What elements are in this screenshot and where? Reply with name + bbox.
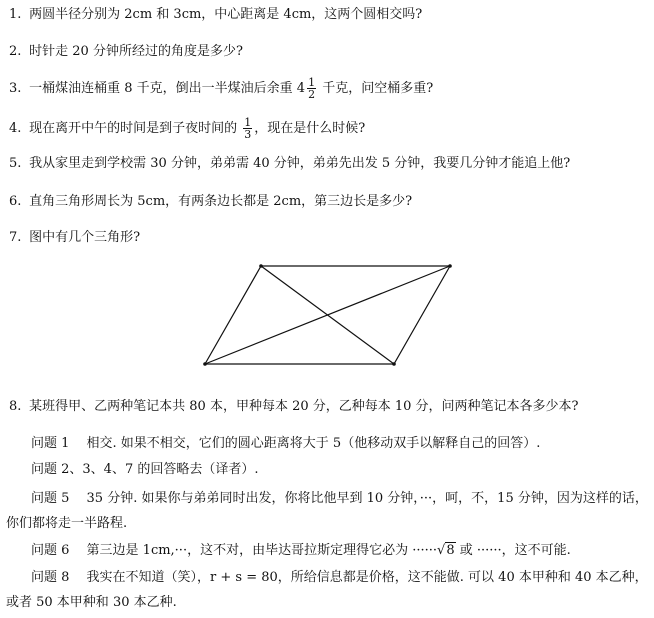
question-number: 6. <box>9 194 22 209</box>
answer-6 <box>31 542 571 560</box>
answer-5-line-1: 问题 5 35 分钟. 如果你与弟弟同时出发，你将比他早到 10 分钟，···，呵，不，15 分钟，因为这样的话， <box>31 491 648 506</box>
question-text-pre: 一桶煤油连桶重 8 千克，倒出一半煤油后余重 4 <box>29 81 306 96</box>
vertex-dot <box>259 264 263 268</box>
answer-6-pre: 问题 6 第三边是 1cm,···，这不对，由毕达哥拉斯定理得它必为 ······ <box>31 543 438 558</box>
question-number: 8. <box>9 399 22 414</box>
answer-8-line-2: 或者 50 本甲种和 30 本乙种. <box>6 595 177 610</box>
answer-6-post: 或 ······，这不可能. <box>455 543 571 558</box>
question-text: 图中有几个三角形? <box>29 230 141 245</box>
sqrt-radicand: 8 <box>446 543 455 558</box>
answer-5-line-2: 你们都将走一半路程. <box>6 516 128 531</box>
fraction-numerator: 1 <box>244 116 252 129</box>
question-number: 2. <box>9 44 22 59</box>
question-number: 5. <box>9 156 22 171</box>
question-text: 两圆半径分别为 2cm 和 3cm，中心距离是 4cm，这两个圆相交吗? <box>29 7 423 22</box>
sqrt-expression: √8 <box>437 543 455 558</box>
vertex-dot <box>448 264 452 268</box>
answer-1: 问题 1 相交. 如果不相交，它们的圆心距离将大于 5（他移动双手以解释自己的回答）. <box>31 436 541 451</box>
answer-2: 问题 2、3、4、7 的回答略去（译者）. <box>31 462 259 477</box>
question-number: 1. <box>9 7 22 22</box>
question-text-pre: 现在离开中午的时间是到子夜时间的 <box>29 121 242 136</box>
answer-8-line-1: 问题 8 我实在不知道（笑），r + s = 80，所给信息都是价格，这不能做. 可以 40 本甲种和 40 本乙种， <box>31 570 648 585</box>
question-text-post: ，现在是什么时候? <box>254 121 366 136</box>
fraction-denominator: 2 <box>308 88 316 101</box>
vertex-dot <box>392 362 396 366</box>
fraction-denominator: 3 <box>244 128 252 141</box>
question-text: 直角三角形周长为 5cm，有两条边长都是 2cm，第三边长是多少? <box>29 194 413 209</box>
fraction-numerator: 1 <box>308 76 316 89</box>
question-text: 我从家里走到学校需 30 分钟，弟弟需 40 分钟，弟弟先出发 5 分钟，我要几分钟才能追上他? <box>29 156 571 171</box>
question-text: 时针走 20 分钟所经过的角度是多少? <box>29 44 243 59</box>
question-8 <box>9 398 579 416</box>
question-number: 4. <box>9 121 22 136</box>
question-text: 某班得甲、乙两种笔记本共 80 本，甲种每本 20 分，乙种每本 10 分，问两种笔记本各多少本? <box>29 399 579 414</box>
diagonal-2 <box>205 266 450 364</box>
question-number: 7. <box>9 230 22 245</box>
question-text-post: 千克，问空桶多重? <box>318 81 434 96</box>
vertex-dot <box>203 362 207 366</box>
question-number: 3. <box>9 81 22 96</box>
